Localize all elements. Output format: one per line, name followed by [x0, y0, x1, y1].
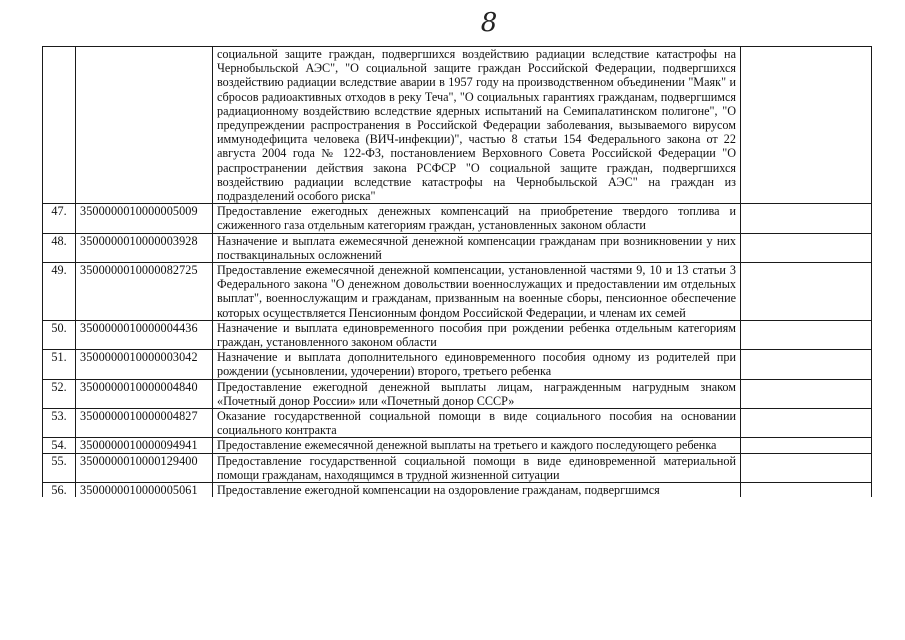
service-name: Назначение и выплата единовременного пособия при рождении ребенка отдельным категориям граждан, установленного законом области [213, 320, 741, 349]
table-row [43, 350, 872, 379]
row-note [741, 438, 872, 453]
row-number: 48. [43, 233, 76, 262]
service-name: Назначение и выплата ежемесячной денежной компенсации гражданам при возникновении у них поствакцинальных осложнений [213, 233, 741, 262]
row-note [741, 204, 872, 233]
service-code: 3500000010000003042 [76, 350, 213, 379]
service-code [76, 47, 213, 204]
service-name: Предоставление ежегодных денежных компенсаций на приобретение твердого топлива и сжиженного газа отдельным категориям граждан, установленных законом области [213, 204, 741, 233]
service-name: Предоставление государственной социальной помощи в виде единовременной материальной помощи гражданам, находящимся в трудной жизненной ситуации [213, 453, 741, 482]
service-name: Предоставление ежегодной денежной выплаты лицам, награжденным нагрудным знаком «Почетный донор России» или «Почетный донор СССР» [213, 379, 741, 408]
service-code: 3500000010000094941 [76, 438, 213, 453]
row-note [741, 350, 872, 379]
row-note [741, 233, 872, 262]
service-code: 3500000010000129400 [76, 453, 213, 482]
service-name: Назначение и выплата дополнительного единовременного пособия одному из родителей при рождении (усыновлении, удочерении) второго, третьего ребенка [213, 350, 741, 379]
service-code: 3500000010000005009 [76, 204, 213, 233]
page-number: 8 [480, 8, 498, 38]
service-name: Предоставление ежегодной компенсации на оздоровление гражданам, подвергшимся [213, 483, 741, 498]
table-row [43, 409, 872, 438]
table-row [43, 483, 872, 498]
row-number: 52. [43, 379, 76, 408]
row-note [741, 409, 872, 438]
service-name: Предоставление ежемесячной денежной выплаты на третьего и каждого последующего ребенка [213, 438, 741, 453]
row-number: 50. [43, 320, 76, 349]
service-code: 3500000010000004827 [76, 409, 213, 438]
table-row [43, 233, 872, 262]
row-number: 55. [43, 453, 76, 482]
row-note [741, 47, 872, 204]
row-number: 49. [43, 263, 76, 321]
row-number [43, 47, 76, 204]
service-code: 3500000010000003928 [76, 233, 213, 262]
row-number: 56. [43, 483, 76, 498]
service-code: 3500000010000082725 [76, 263, 213, 321]
row-note [741, 379, 872, 408]
service-code: 3500000010000004436 [76, 320, 213, 349]
registry-table-body [43, 47, 872, 498]
service-code: 3500000010000004840 [76, 379, 213, 408]
service-code: 3500000010000005061 [76, 483, 213, 498]
table-row [43, 379, 872, 408]
table-row [43, 320, 872, 349]
row-note [741, 453, 872, 482]
row-note [741, 483, 872, 498]
service-name: Оказание государственной социальной помощи в виде социального пособия на основании социального контракта [213, 409, 741, 438]
services-registry-table [42, 46, 872, 497]
table-row [43, 204, 872, 233]
table-row [43, 453, 872, 482]
service-name: социальной защите граждан, подвергшихся воздействию радиации вследствие катастрофы на Чернобыльской АЭС", "О социальной защите граждан Российской Федерации, подвергшихся воздействию радиации вследствие аварии в 1957 году на производственном объединении "Маяк" и сбросов радиоактивных отходов в реку Теча", "О социальных гарантиях гражданам, подвергшимся радиационному воздействию вследствие ядерных испытаний на Семипалатинском полигоне", "О предупреждении распространения в Российской Федерации заболевания, вызываемого вирусом иммунодефицита человека (ВИЧ-инфекции)", частью 8 статьи 154 Федерального закона от 22 августа 2004 года № 122-ФЗ, постановлением Верховного Совета Российской Федерации "О распространении действия закона РСФСР "О социальной защите граждан, подвергшихся воздействию радиации вследствие катастрофы на Чернобыльской АЭС" на граждан из подразделений особого риска" [213, 47, 741, 204]
table-row [43, 438, 872, 453]
row-note [741, 263, 872, 321]
row-number: 54. [43, 438, 76, 453]
row-note [741, 320, 872, 349]
row-number: 47. [43, 204, 76, 233]
table-row [43, 47, 872, 204]
service-name: Предоставление ежемесячной денежной компенсации, установленной частями 9, 10 и 13 статьи 3 Федерального закона "О денежном довольствии военнослужащих и предоставлении им отдельных выплат", военнослужащим и гражданам, призванным на военные сборы, пенсионное обеспечение которых осуществляется Пенсионным фондом Российской Федерации, и членам их семей [213, 263, 741, 321]
row-number: 53. [43, 409, 76, 438]
row-number: 51. [43, 350, 76, 379]
table-row [43, 263, 872, 321]
